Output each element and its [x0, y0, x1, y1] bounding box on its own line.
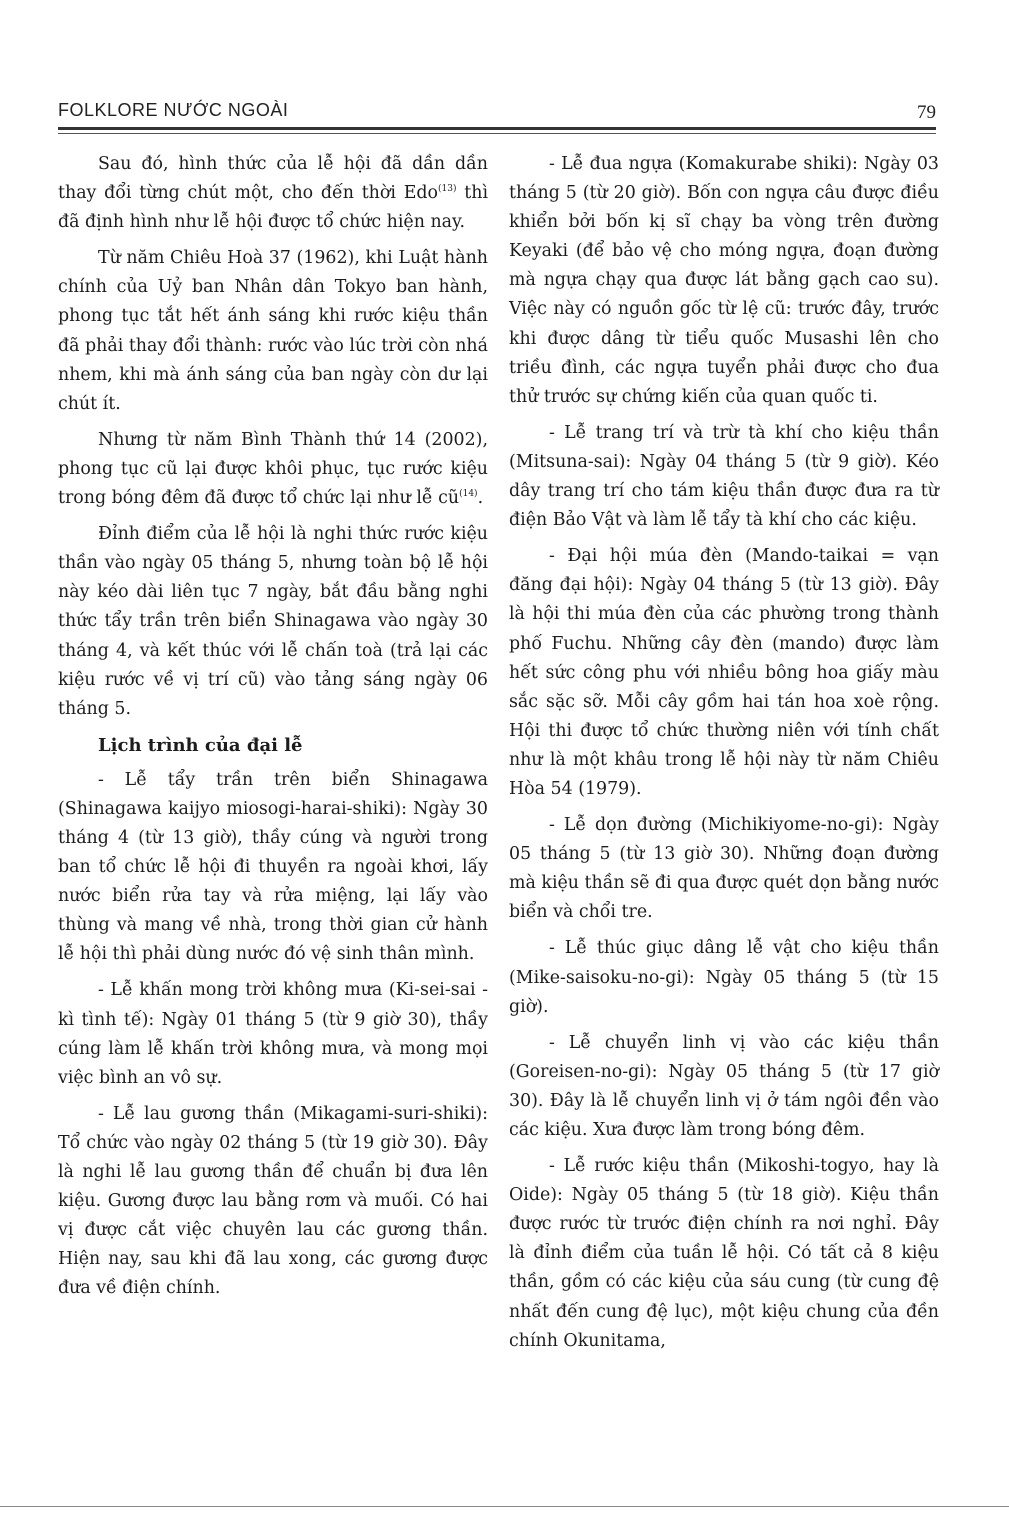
schedule-item: - Đại hội múa đèn (Mando-taikai = vạn đăng đại hội): Ngày 04 tháng 5 (từ 13 giờ). Đây là hội thi múa đèn của các phường trong thành phố Fuchu. Những cây đèn (mando) được làm hết sức công phu với nhiều bông hoa giấy màu sắc sặc sỡ. Mỗi cây gồm hai tán hoa xoè rộng. Hội thi được tổ chức thường niên với tính chất như là một khâu trong lễ hội này từ năm Chiêu Hòa 54 (1979).	[509, 546, 939, 799]
header-rule-thick	[58, 127, 936, 130]
schedule-item: - Lễ lau gương thần (Mikagami-suri-shiki): Tổ chức vào ngày 02 tháng 5 (từ 19 giờ 30). Đây là nghi lễ lau gương thần để chuẩn bị đưa lên kiệu. Gương được lau bằng rơm và muối. Có hai vị được cắt việc chuyên lau các gương thần. Hiện nay, sau khi đã lau xong, các gương được đưa về điện chính.	[58, 1103, 488, 1299]
header-rule-thin	[58, 133, 936, 134]
schedule-item: - Lễ chuyển linh vị vào các kiệu thần (Goreisen-no-gi): Ngày 05 tháng 5 (từ 17 giờ 30). Đây là lễ chuyển linh vị ở tám ngôi đền vào các kiệu. Xưa được làm trong bóng đêm.	[509, 1032, 939, 1140]
schedule-item: - Lễ rước kiệu thần (Mikoshi-togyo, hay là Oide): Ngày 05 tháng 5 (từ 18 giờ). Kiệu thần được rước từ trước điện chính ra nơi nghỉ. Đây là đỉnh điểm của tuần lễ hội. Có tất cả 8 kiệu thần, gồm có các kiệu của sáu cung (từ cung đệ nhất đến cung đệ lục), một kiệu chung của đền chính Okunitama,	[509, 1156, 939, 1351]
right-column	[509, 150, 939, 1363]
schedule-item: - Lễ dọn đường (Michikiyome-no-gi): Ngày 05 tháng 5 (từ 13 giờ 30). Những đoạn đường mà kiệu thần sẽ đi qua được quét dọn bằng nước biển và chổi tre.	[509, 815, 939, 923]
footnote-ref: (14)	[459, 489, 478, 500]
paragraph: Từ năm Chiêu Hoà 37 (1962), khi Luật hành chính của Uỷ ban Nhân dân Tokyo ban hành, phong tục tắt hết ánh sáng khi rước kiệu thần đã phải thay đổi thành: rước vào lúc trời còn nhá nhem, khi mà ánh sáng của ban ngày còn dư lại chút ít.	[58, 248, 488, 414]
left-column	[58, 150, 488, 1310]
page-header	[58, 100, 936, 130]
schedule-item: - Lễ tẩy trần trên biển Shinagawa (Shinagawa kaijyo miosogi-harai-shiki): Ngày 30 tháng 4 (từ 13 giờ), thầy cúng và người trong ban tổ chức lễ hội đi thuyền ra ngoài khơi, lấy nước biển rửa tay và rửa miệng, lại lấy vào thùng và mang về nhà, trong thời gian cử hành lễ hội thì phải dùng nước đó vệ sinh thân mình.	[58, 769, 488, 965]
paragraph: Nhưng từ năm Bình Thành thứ 14 (2002), phong tục cũ lại được khôi phục, tục rước kiệu trong bóng đêm đã được tổ chức lại như lễ $cũ^{(14)}$.	[58, 429, 488, 509]
footnote-ref: (13)	[438, 184, 457, 195]
paragraph: Đỉnh điểm của lễ hội là nghi thức rước kiệu thần vào ngày 05 tháng 5, nhưng toàn bộ lễ hội này kéo dài liên tục 7 ngày, bắt đầu bằng nghi thức tẩy trần trên biển Shinagawa vào ngày 30 tháng 4, và kết thúc với lễ chấn toà (trả lại các kiệu rước về vị trí cũ) vào tảng sáng ngày 06 tháng 5.	[58, 524, 488, 719]
page-number: 79	[917, 102, 936, 123]
schedule-item: - Lễ đua ngựa (Komakurabe shiki): Ngày 03 tháng 5 (từ 20 giờ). Bốn con ngựa câu được điều khiển bởi bốn kị sĩ chạy ba vòng trên đường Keyaki (để bảo vệ cho móng ngựa, đoạn đường mà ngựa chạy qua được lát bằng gạch cao su). Việc này có nguồn gốc từ lệ cũ: trước đây, trước khi được dâng từ tiểu quốc Musashi lên cho triều đình, các ngựa tuyển phải được cho đua thử trước sự chứng kiến của quan quốc ti.	[509, 154, 939, 407]
section-heading: Lịch trình của đại lễ	[98, 734, 303, 756]
bottom-rule	[0, 1506, 1009, 1507]
schedule-item: - Lễ thúc giục dâng lễ vật cho kiệu thần (Mike-saisoku-no-gi): Ngày 05 tháng 5 (từ 15 giờ).	[509, 938, 939, 1017]
schedule-item: - Lễ trang trí và trừ tà khí cho kiệu thần (Mitsuna-sai): Ngày 04 tháng 5 (từ 9 giờ). Kéo dây trang trí cho tám kiệu thần được đưa ra từ điện Bảo Vật và làm lễ tẩy tà khí cho các kiệu.	[509, 422, 939, 531]
running-title: FOLKLORE NƯỚC NGOÀI	[58, 100, 289, 120]
paragraph: Sau đó, hình thức của lễ hội đã dần dần thay đổi từng chút một, cho đến thời Edo$^{(13)}$ thì đã định hình như lễ hội được tổ chức hiện nay.	[58, 154, 489, 233]
schedule-item: - Lễ khấn mong trời không mưa (Ki-sei-sai - kì tình tế): Ngày 01 tháng 5 (từ 9 giờ 30), thầy cúng làm lễ khấn trời không mưa, và mong mọi việc bình an vô sự.	[58, 980, 488, 1088]
